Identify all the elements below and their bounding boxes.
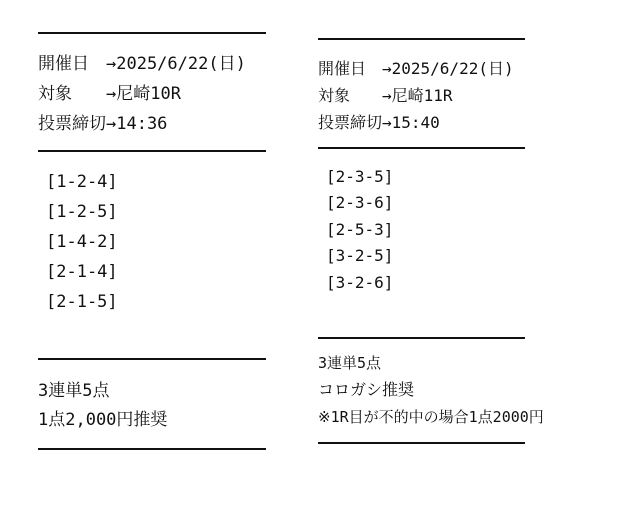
left-date-line: 開催日 →2025/6/22(日) [38, 54, 246, 74]
left-combo-2: [1-2-5] [46, 202, 118, 222]
left-deadline-line: 投票締切→14:36 [38, 114, 168, 134]
right-target-line: 対象 →尼崎11R [318, 86, 453, 105]
right-bet-note: ※1R目が不的中の場合1点2000円 [318, 408, 544, 426]
right-date-line: 開催日 →2025/6/22(日) [318, 59, 514, 78]
right-combos-divider [318, 337, 525, 339]
left-combo-4: [2-1-4] [46, 262, 118, 282]
left-bet-recommend: 1点2,000円推奨 [38, 410, 168, 430]
right-combo-2: [2-3-6] [326, 193, 394, 212]
right-top-divider [318, 38, 525, 40]
left-bet-type: 3連単5点 [38, 381, 110, 401]
left-combo-3: [1-4-2] [46, 232, 118, 252]
right-combo-1: [2-3-5] [326, 167, 394, 186]
right-bet-type: 3連単5点 [318, 354, 382, 372]
right-combo-3: [2-5-3] [326, 220, 394, 239]
right-bet-recommend: コロガシ推奨 [318, 380, 415, 399]
left-combo-5: [2-1-5] [46, 292, 118, 312]
left-combos-divider [38, 358, 266, 360]
left-bottom-divider [38, 448, 266, 450]
left-combo-1: [1-2-4] [46, 172, 118, 192]
right-deadline-line: 投票締切→15:40 [318, 113, 440, 132]
left-top-divider [38, 32, 266, 34]
right-bottom-divider [318, 442, 525, 444]
right-combo-4: [3-2-5] [326, 246, 394, 265]
left-target-line: 対象 →尼崎10R [38, 84, 181, 104]
right-info-divider [318, 147, 525, 149]
left-info-divider [38, 150, 266, 152]
right-combo-5: [3-2-6] [326, 273, 394, 292]
